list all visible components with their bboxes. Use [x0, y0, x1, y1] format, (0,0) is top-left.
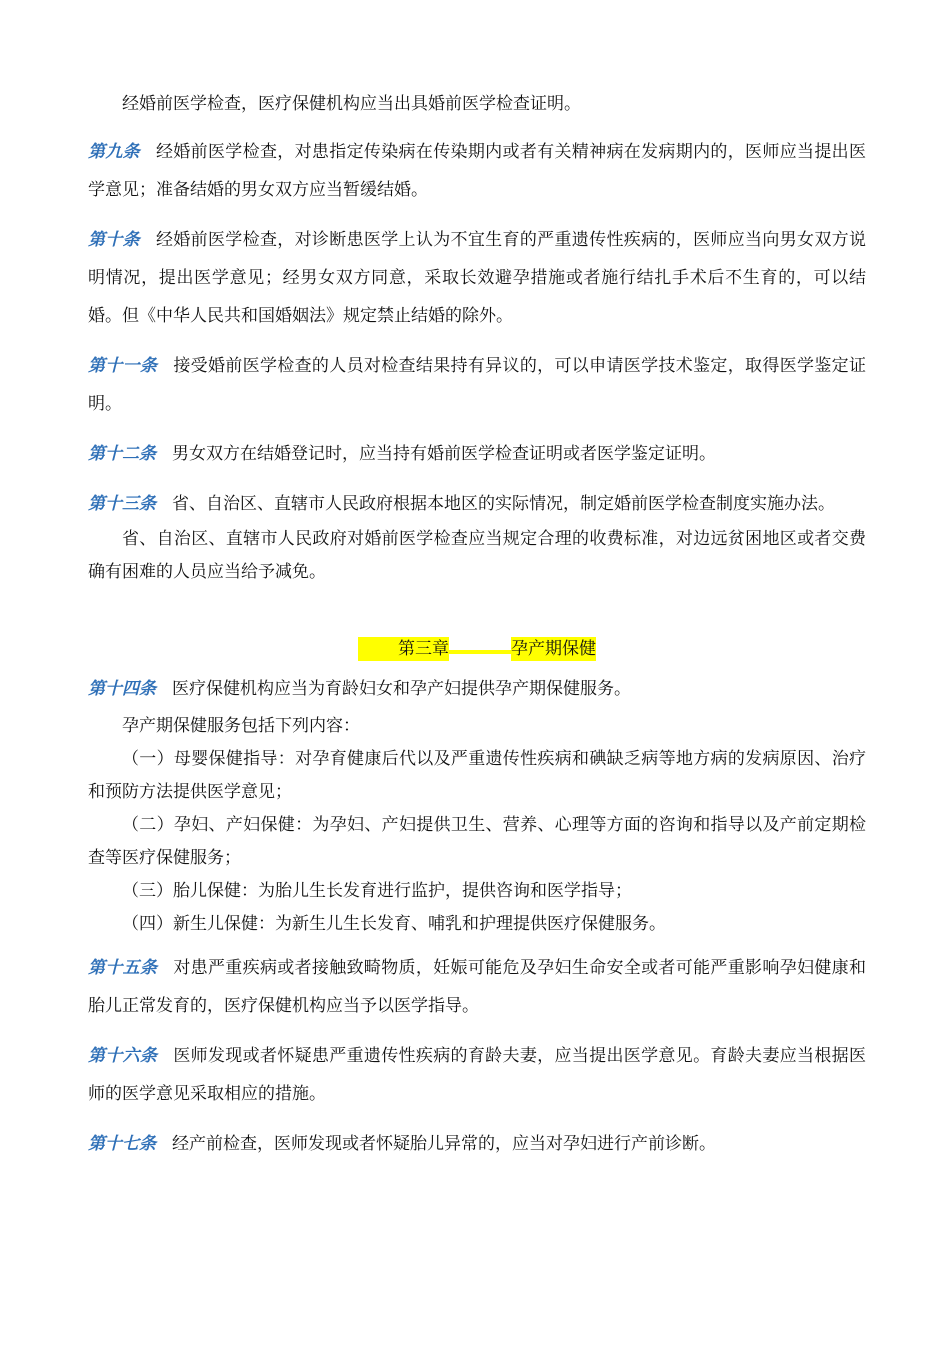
article-number: 第十三条	[88, 494, 156, 514]
article-number: 第十一条	[88, 356, 158, 376]
article-number: 第十条	[88, 230, 140, 250]
chapter-heading	[88, 633, 866, 666]
article-17	[88, 1125, 866, 1163]
article-number: 第十七条	[88, 1134, 156, 1154]
chapter-number: 第三章	[358, 637, 449, 661]
article-text: 省、自治区、直辖市人民政府根据本地区的实际情况，制定婚前医学检查制度实施办法。	[172, 494, 835, 514]
article-text: 经婚前医学检查，对诊断患医学上认为不宜生育的严重遗传性疾病的，医师应当向男女双方说明情况，提出医学意见；经男女双方同意，采取长效避孕措施或者施行结扎手术后不生育的，可以结婚。但《中华人民共和国婚姻法》规定禁止结婚的除外。	[88, 230, 867, 326]
article-9	[88, 133, 866, 209]
article-11	[88, 347, 866, 423]
article-number: 第十五条	[88, 958, 158, 978]
list-item: （二）孕妇、产妇保健：为孕妇、产妇提供卫生、营养、心理等方面的咨询和指导以及产前定期检查等医疗保健服务；	[88, 815, 866, 868]
article-10	[88, 221, 866, 335]
article-text: 对患严重疾病或者接触致畸物质，妊娠可能危及孕妇生命安全或者可能严重影响孕妇健康和胎儿正常发育的，医疗保健机构应当予以医学指导。	[88, 958, 867, 1016]
list-item: （四）新生儿保健：为新生儿生长发育、哺乳和护理提供医疗保健服务。	[122, 914, 666, 934]
article-text: 经产前检查，医师发现或者怀疑胎儿异常的，应当对孕妇进行产前诊断。	[172, 1134, 716, 1154]
article-text: 医疗保健机构应当为育龄妇女和孕产妇提供孕产期保健服务。	[172, 679, 631, 699]
list-item: （三）胎儿保健：为胎儿生长发育进行监护，提供咨询和医学指导；	[122, 881, 632, 901]
paragraph: 孕产期保健服务包括下列内容：	[122, 716, 360, 736]
article-number: 第十六条	[88, 1046, 158, 1066]
article-15	[88, 949, 866, 1025]
chapter-gap	[449, 650, 511, 654]
article-13	[88, 485, 866, 523]
chapter-title: 孕产期保健	[511, 639, 596, 659]
article-text: 经婚前医学检查，对患指定传染病在传染期内或者有关精神病在发病期内的，医师应当提出医学意见；准备结婚的男女双方应当暂缓结婚。	[88, 142, 867, 200]
article-text: 男女双方在结婚登记时，应当持有婚前医学检查证明或者医学鉴定证明。	[172, 444, 716, 464]
article-text: 医师发现或者怀疑患严重遗传性疾病的育龄夫妻，应当提出医学意见。育龄夫妻应当根据医师的医学意见采取相应的措施。	[88, 1046, 867, 1104]
article-16	[88, 1037, 866, 1113]
paragraph: 经婚前医学检查，医疗保健机构应当出具婚前医学检查证明。	[122, 94, 581, 114]
article-12	[88, 435, 866, 473]
article-text: 接受婚前医学检查的人员对检查结果持有异议的，可以申请医学技术鉴定，取得医学鉴定证明。	[88, 356, 867, 414]
article-number: 第十四条	[88, 679, 156, 699]
paragraph: 省、自治区、直辖市人民政府对婚前医学检查应当规定合理的收费标准，对边远贫困地区或者交费确有困难的人员应当给予减免。	[88, 529, 866, 582]
document-page	[88, 88, 866, 1175]
article-number: 第九条	[88, 142, 140, 162]
list-item: （一）母婴保健指导：对孕育健康后代以及严重遗传性疾病和碘缺乏病等地方病的发病原因、治疗和预防方法提供医学意见；	[88, 749, 866, 802]
article-14	[88, 672, 866, 706]
article-number: 第十二条	[88, 444, 156, 464]
